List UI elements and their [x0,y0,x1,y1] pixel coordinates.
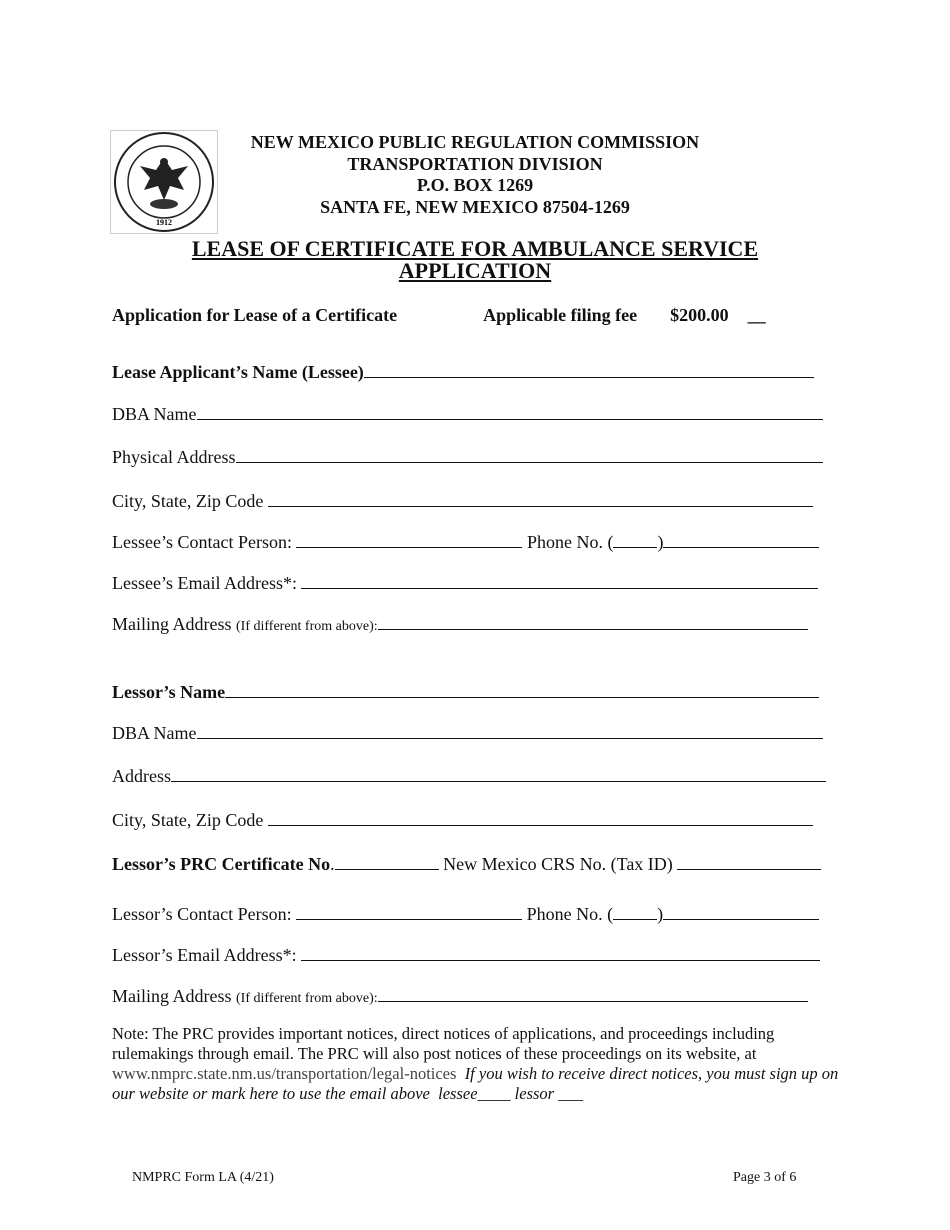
lessee-city-row [112,490,813,512]
lessor-phone-label: Phone No. ( [526,904,614,924]
title-line-2: APPLICATION [398,258,552,283]
agency-name: NEW MEXICO PUBLIC REGULATION COMMISSION [250,132,700,152]
lessee-name-label: Lease Applicant’s Name (Lessee) [112,362,364,382]
lessor-dba-label: DBA Name [112,723,197,743]
lessee-mailing-note: (If different from above): [236,619,378,634]
form-title [110,238,840,282]
fee-blank: __ [747,305,766,325]
lessor-city-field[interactable] [268,809,813,826]
lessor-email-label: Lessor’s Email Address*: [112,945,297,965]
lessee-dba-row [112,403,823,425]
lessee-address-label: Physical Address [112,447,236,467]
seal-year: 1912 [156,218,172,227]
application-row [112,305,766,326]
po-box: P.O. BOX 1269 [416,175,534,195]
lessee-area-code-field[interactable] [613,531,657,548]
lessor-mailing-label: Mailing Address [112,986,232,1006]
lessor-cert-field[interactable] [335,853,439,870]
lessor-name-label: Lessor’s Name [112,682,226,702]
lessee-mailing-row [112,613,808,635]
lessor-address-field[interactable] [171,765,826,782]
lessor-city-label: City, State, Zip Code [112,810,264,830]
lessor-email-field[interactable] [301,944,820,961]
lessor-cert-row [112,853,821,875]
lessor-contact-label: Lessor’s Contact Person: [112,904,292,924]
fee-label: Applicable filing fee [483,305,638,325]
lessee-city-label: City, State, Zip Code [112,491,264,511]
lessor-address-row [112,765,826,787]
lessor-area-code-field[interactable] [613,903,657,920]
lessee-phone-close: ) [657,532,664,552]
lessor-crs-label: New Mexico CRS No. (Tax ID) [443,854,673,874]
note-italic: If you wish to receive direct notices, you must sign up on our website or mark here to use the email above [112,1064,839,1103]
lessor-phone-field[interactable] [663,903,819,920]
lessor-email-row [112,944,820,966]
lessor-dba-row [112,722,823,744]
legal-notices-link[interactable]: www.nmprc.state.nm.us/transportation/legal-notices [112,1064,457,1083]
lessor-cert-label: Lessor’s PRC Certificate No [112,854,331,874]
lessor-dba-field[interactable] [197,722,823,739]
lessee-address-row [112,446,823,468]
lessor-mailing-field[interactable] [378,985,808,1002]
lessee-contact-row [112,531,819,553]
agency-header [200,132,750,218]
lessee-phone-label: Phone No. ( [526,532,614,552]
lessee-name-field[interactable] [364,361,814,378]
lessee-contact-field[interactable] [296,531,522,548]
note-text: Note: The PRC provides important notices, direct notices of applications, and proceedings including rulemakings through email. The PRC will also post notices of these proceedings on its website, at [112,1024,775,1063]
lessor-city-row [112,809,813,831]
lessee-dba-field[interactable] [197,403,823,420]
lessor-mailing-note: (If different from above): [236,991,378,1006]
lessee-contact-label: Lessee’s Contact Person: [112,532,292,552]
lessee-email-label: Lessee’s Email Address*: [112,573,297,593]
lessee-email-opt[interactable]: lessee____ [438,1084,511,1103]
lessor-phone-close: ) [657,904,664,924]
lessee-name-row [112,361,814,383]
email-notice-note [112,1024,842,1104]
lessee-dba-label: DBA Name [112,404,197,424]
agency-city: SANTA FE, NEW MEXICO 87504-1269 [320,196,630,217]
lessor-crs-field[interactable] [677,853,821,870]
lessor-name-field[interactable] [225,681,819,698]
lessee-email-field[interactable] [301,572,818,589]
lessor-address-label: Address [112,766,171,786]
lessor-contact-row [112,903,819,925]
lessor-contact-field[interactable] [296,903,522,920]
page-number: Page 3 of 6 [733,1170,797,1185]
fee-amount: $200.00 [670,305,729,325]
lessee-email-row [112,572,818,594]
lessee-city-field[interactable] [268,490,813,507]
lessee-phone-field[interactable] [663,531,819,548]
lessee-address-field[interactable] [236,446,823,463]
application-label: Application for Lease of a Certificate [112,305,398,325]
lessor-email-opt[interactable]: lessor ___ [514,1084,583,1103]
lessee-mailing-label: Mailing Address [112,614,232,634]
lessor-name-row [112,681,819,703]
form-number: NMPRC Form LA (4/21) [132,1170,274,1185]
lessor-mailing-row [112,985,808,1007]
lessor-cert-dot: . [330,854,335,874]
title-line-1: LEASE OF CERTIFICATE FOR AMBULANCE SERVICE [191,236,759,261]
lessee-mailing-field[interactable] [378,613,808,630]
division-name: TRANSPORTATION DIVISION [347,153,603,174]
